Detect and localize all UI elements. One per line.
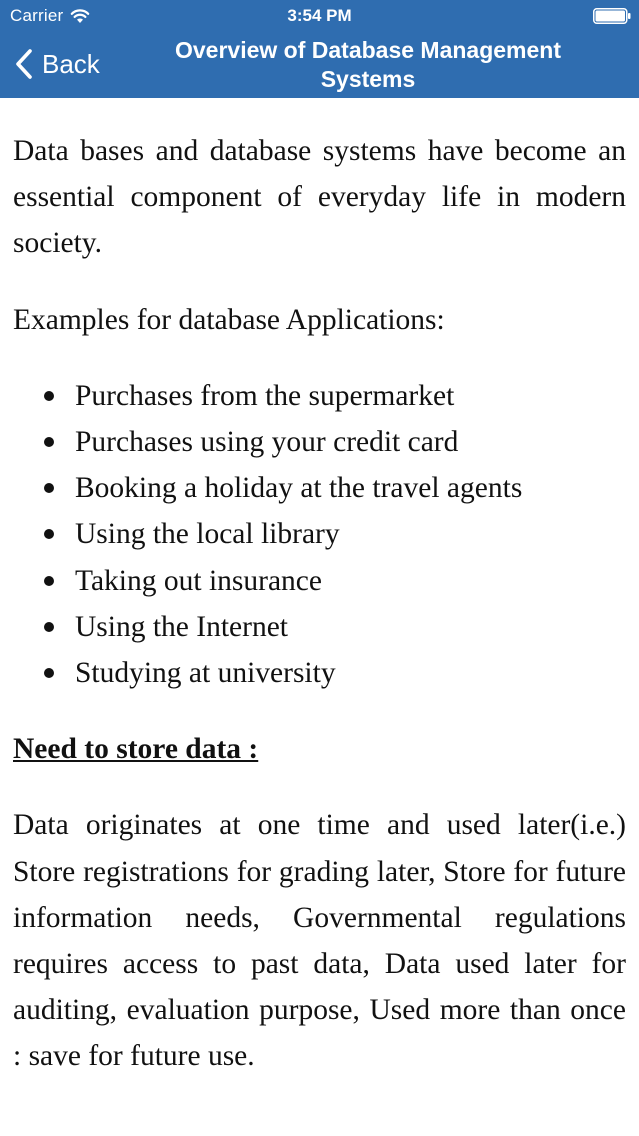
bullet-icon (44, 668, 54, 678)
section-heading: Need to store data : (13, 733, 259, 766)
examples-list (13, 373, 626, 696)
top-bar (0, 0, 639, 98)
battery-icon (593, 8, 631, 24)
status-bar (0, 0, 639, 32)
back-button-label: Back (42, 48, 100, 79)
list-item-text: Purchases using your credit card (75, 426, 459, 459)
bullet-icon (44, 576, 54, 586)
list-item-text: Using the local library (75, 518, 340, 551)
list-item (13, 650, 626, 696)
list-item-text: Studying at university (75, 657, 336, 690)
list-item (13, 604, 626, 650)
bullet-icon (44, 529, 54, 539)
page-title-line-1: Overview of Database Management (174, 37, 562, 63)
list-item-text: Booking a holiday at the travel agents (75, 472, 523, 505)
list-item (13, 511, 626, 557)
section-paragraph: Data originates at one time and used later(i.e.) Store registrations for grading later, Store for future information needs, Governmental regulations requires access to past data, Data used later for auditing, evaluation purpose, Used more than once : save for future use. (13, 809, 626, 1073)
bullet-icon (44, 622, 54, 632)
list-item-text: Taking out insurance (75, 564, 322, 597)
back-button[interactable] (14, 44, 100, 84)
list-item (13, 419, 626, 465)
list-item-text: Using the Internet (75, 610, 288, 643)
page-title-line-2: Systems (320, 66, 416, 92)
status-time: 3:54 PM (287, 6, 352, 25)
examples-label: Examples for database Applications: (13, 303, 445, 336)
chevron-left-icon (14, 48, 34, 80)
intro-paragraph: Data bases and database systems have become an essential component of everyday life in modern society. (13, 135, 626, 260)
list-item-text: Purchases from the supermarket (75, 379, 455, 412)
carrier-label: Carrier (10, 6, 64, 25)
article-content (13, 128, 626, 1080)
bullet-icon (44, 391, 54, 401)
bullet-icon (44, 483, 54, 493)
list-item (13, 558, 626, 604)
list-item (13, 373, 626, 419)
bullet-icon (44, 437, 54, 447)
navigation-bar (0, 32, 639, 98)
list-item (13, 465, 626, 511)
page-title (128, 36, 608, 94)
